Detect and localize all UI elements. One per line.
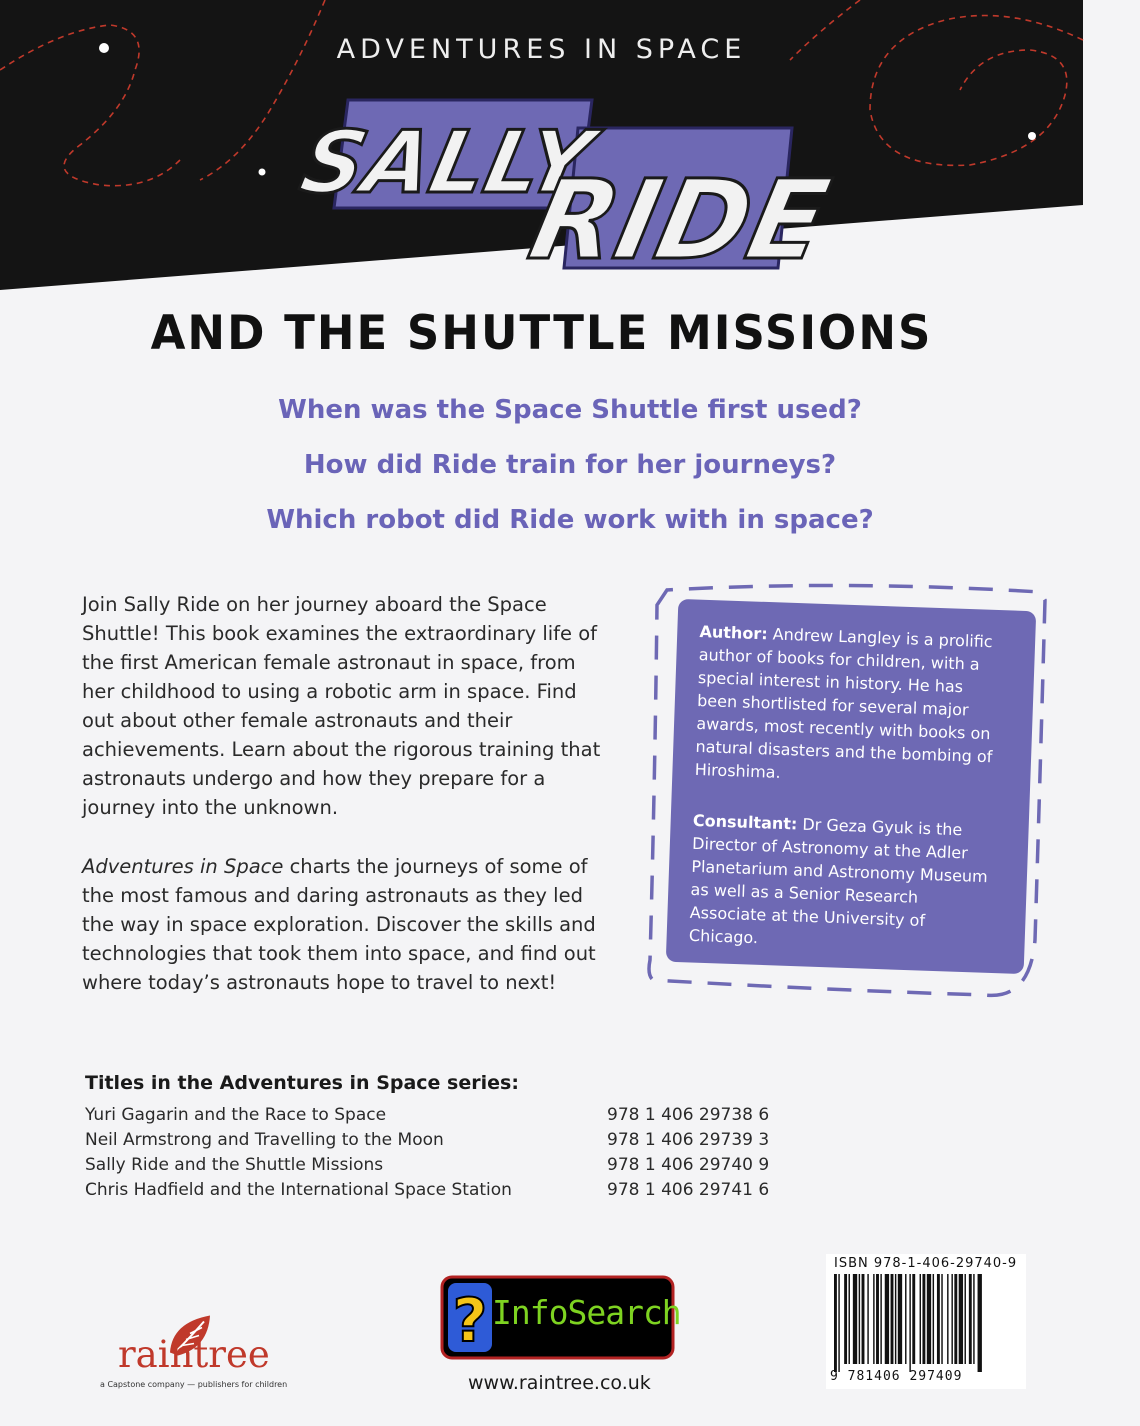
consultant-label: Consultant: [692, 810, 798, 834]
series-list-heading: Titles in the Adventures in Space series: [85, 1072, 519, 1094]
question-1: When was the Space Shuttle first used? [278, 395, 862, 425]
question-mark-icon: ? [452, 1286, 488, 1356]
series-title-isbn: 978 1 406 29741 6 [607, 1180, 770, 1200]
series-list-row [85, 1128, 775, 1153]
blurb [82, 590, 602, 1027]
isbn-label: ISBN 978-1-406-29740-9 [834, 1256, 1018, 1271]
series-title-isbn: 978 1 406 29738 6 [607, 1105, 770, 1125]
series-list-row [85, 1178, 775, 1203]
raintree-tagline: a Capstone company — publishers for children [100, 1380, 288, 1389]
blurb-paragraph-1: Join Sally Ride on her journey aboard the Space Shuttle! This book examines the extraordinary life of the first American female astronaut in space, from her childhood to using a robotic arm in space. Find out about other female astronauts and their achievements. Learn about the rigorous training that astronauts undergo and how they prepare for a journey into the unknown. [82, 593, 601, 819]
series-list-row [85, 1153, 775, 1178]
subtitle: AND THE SHUTTLE MISSIONS [150, 304, 933, 361]
question-list [0, 390, 1140, 555]
consultant-credit [689, 809, 999, 958]
title-word-sally: SALLY [292, 111, 601, 213]
series-title-name: Sally Ride and the Shuttle Missions [85, 1155, 384, 1175]
title-word-ride: RIDE [519, 157, 839, 285]
infosearch-text: InfoSearch [492, 1293, 681, 1332]
series-title-name: Yuri Gagarin and the Race to Space [85, 1105, 387, 1125]
series-title-isbn: 978 1 406 29739 3 [607, 1130, 770, 1150]
author-text: Andrew Langley is a prolific author of books for children, with a special interest in history. He has been shortlisted for several major awards, most recently with books on natural disasters and the bombing of Hiroshima. [694, 624, 993, 782]
author-credit [694, 620, 1004, 792]
question-2: How did Ride train for her journeys? [303, 450, 837, 480]
series-name-italic: Adventures in Space [82, 855, 284, 878]
blurb-paragraph-2 [82, 852, 602, 997]
consultant-text: Dr Geza Gyuk is the Director of Astronomy at the Adler Planetarium and Astronomy Museum as well as a Senior Research Associate at the University of Chicago. [688, 814, 989, 948]
blurb-paragraph-2-text: charts the journeys of some of the most famous and daring astronauts as they led the way in space exploration. Discover the skills and technologies that took them into space, and find out where today’s astronauts hope to travel to next! [82, 855, 596, 994]
author-label: Author: [699, 621, 768, 644]
series-title: ADVENTURES IN SPACE [336, 34, 747, 65]
series-title-name: Neil Armstrong and Travelling to the Moon [85, 1130, 444, 1150]
credits-text [688, 620, 1005, 985]
raintree-logo-text: raintree [118, 1333, 270, 1376]
question-3: Which robot did Ride work with in space? [266, 505, 874, 535]
series-list-row [85, 1103, 775, 1128]
series-title-isbn: 978 1 406 29740 9 [607, 1155, 770, 1175]
barcode-icon [832, 1274, 1024, 1372]
title-logo [292, 100, 839, 300]
series-list [85, 1103, 775, 1203]
series-title-name: Chris Hadfield and the International Space Station [85, 1180, 512, 1200]
barcode-digits: 9 781406 297409 [830, 1369, 963, 1384]
website-url: www.raintree.co.uk [468, 1372, 651, 1394]
